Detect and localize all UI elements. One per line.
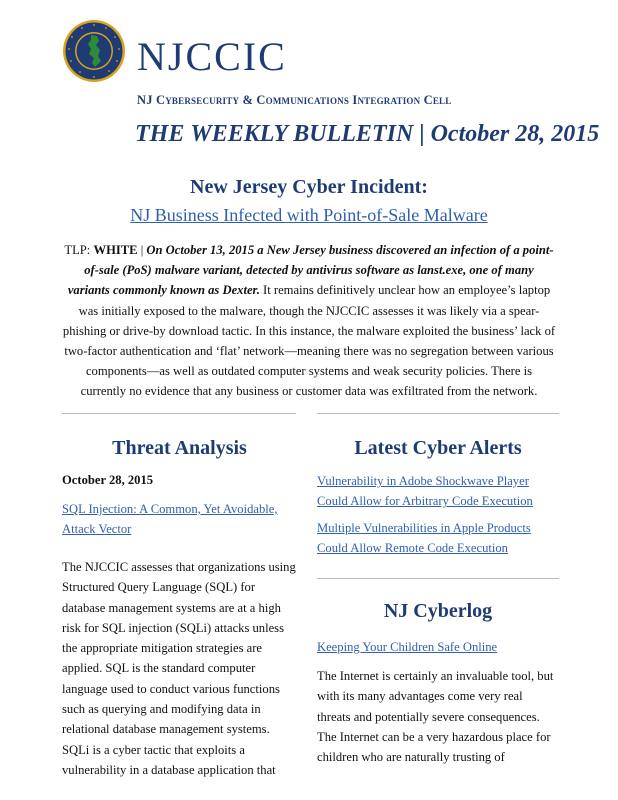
- incident-link[interactable]: NJ Business Infected with Point-of-Sale Malware: [130, 205, 488, 225]
- latest-alerts-heading: Latest Cyber Alerts: [354, 437, 522, 459]
- njccic-seal-logo: [62, 19, 126, 83]
- bulletin-title-t: T: [135, 121, 150, 147]
- threat-analysis-link[interactable]: SQL Injection: A Common, Yet Avoidable, Attack Vector: [62, 502, 278, 536]
- incident-highlight: On October 13, 2015 a New Jersey business discovered an infection of a point-of-sale (PoS) malware variant, detected by antivirus software as lanst.exe, one of many variants commonly known as Dexter.: [67, 243, 554, 298]
- cyberlog-heading: NJ Cyberlog: [383, 600, 493, 622]
- alert-link-adobe[interactable]: Vulnerability in Adobe Shockwave Player Could Allow for Arbitrary Code Execution: [317, 474, 533, 508]
- bulletin-title-he: HE: [149, 121, 191, 147]
- right-divider-2: [317, 578, 559, 579]
- incident-title: New Jersey Cyber Incident:: [190, 176, 428, 198]
- org-name: NJCCIC: [137, 34, 287, 79]
- cyberlog-link[interactable]: Keeping Your Children Safe Online: [317, 640, 498, 654]
- cyberlog-section: [317, 637, 559, 767]
- cyberlog-body: The Internet is certainly an invaluable tool, but with its many advantages come very real threats and potentially severe consequences. The Internet can be a very hazardous place for children who are naturally trusting of: [317, 669, 554, 765]
- bulletin-title-bulletin: ULLETIN: [309, 121, 414, 147]
- tlp-label: TLP:: [64, 243, 94, 257]
- tlp-separator: |: [137, 243, 147, 257]
- incident-body: [62, 240, 556, 402]
- threat-analysis-body: The NJCCIC assesses that organizations using Structured Query Language (SQL) for database management systems are at a high risk for SQL injection (SQLi) attacks unless the appropriate mitigation strategies are applied. SQL is the standard computer language used to conduct various functions such as querying and modifying data in relational database management systems. SQLi is a cyber tactic that exploits a vulnerability in a database application that: [62, 560, 296, 777]
- tlp-value: WHITE: [93, 243, 138, 257]
- right-divider: [317, 413, 559, 414]
- threat-analysis-date: October 28, 2015: [62, 473, 154, 487]
- latest-alerts-section: [317, 471, 559, 558]
- bulletin-date: October 28, 2015: [430, 121, 600, 147]
- left-divider: [62, 413, 296, 414]
- incident-text: It remains definitively unclear how an employee’s laptop was initially exposed to the malware, though the NJCCIC assesses it was likely via a spear-phishing or drive-by download tactic. In this instance, the malware exploited the business’ lack of two-factor authentication and ‘flat’ network—meaning there was no segregation between various components—as well as outdated computer systems and weak security policies. There is currently no evidence that any business or customer data was exfiltrated from the network.: [62, 283, 556, 399]
- threat-analysis-heading: Threat Analysis: [112, 437, 247, 459]
- threat-analysis-section: [62, 473, 297, 780]
- org-subtitle: NJ Cybersecurity & Communications Integration Cell: [137, 93, 452, 107]
- bulletin-title-w: W: [190, 121, 212, 147]
- alert-link-apple[interactable]: Multiple Vulnerabilities in Apple Products Could Allow Remote Code Execution: [317, 521, 531, 555]
- bulletin-title: [135, 121, 599, 148]
- bulletin-separator: |: [413, 121, 431, 147]
- bulletin-title-b: B: [293, 121, 310, 147]
- bulletin-title-weekly: EEKLY: [211, 121, 294, 147]
